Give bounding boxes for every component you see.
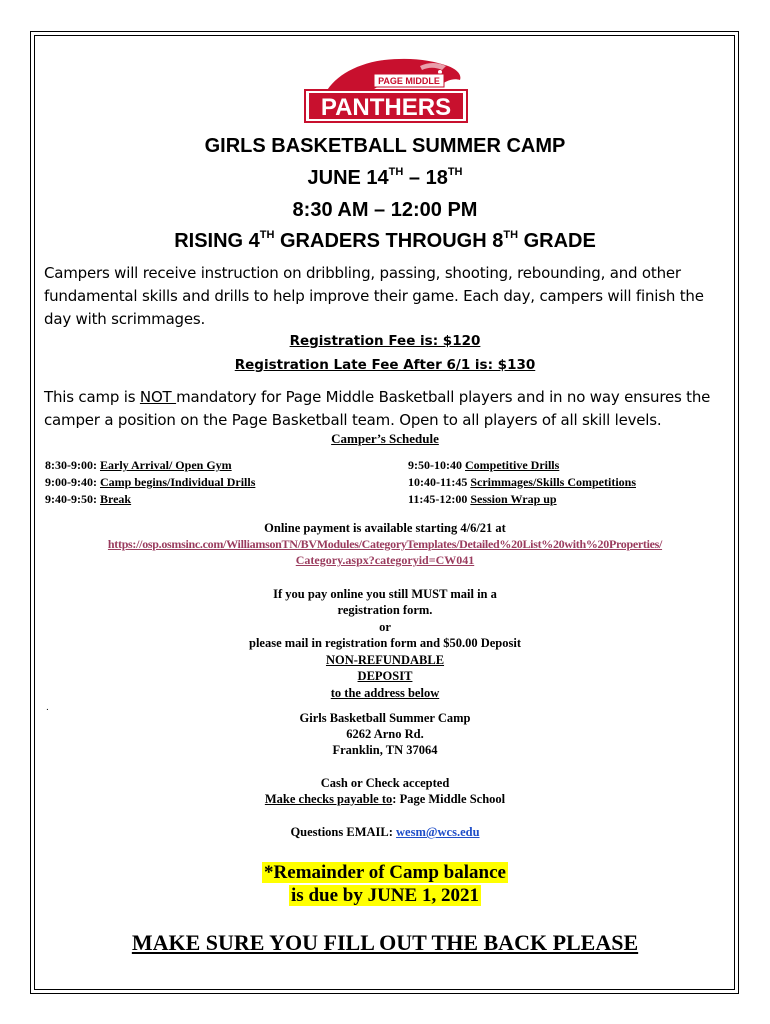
camp-dates: JUNE 14TH – 18TH xyxy=(307,166,463,189)
cash-check-text: Cash or Check accepted xyxy=(320,776,450,790)
logo-text-panthers: PANTHERS xyxy=(320,94,452,121)
mail-note-1: If you pay online you still MUST mail in a xyxy=(273,587,497,601)
schedule-item: 9:00-9:40: Camp begins/Individual Drills xyxy=(45,475,256,489)
panthers-logo xyxy=(302,52,470,124)
camp-description: Campers will receive instruction on dribbling, passing, shooting, rebounding, and other fundamental skills and drills to help improve their game. Each day, campers will finish the day with scrimmages. xyxy=(44,264,704,328)
registration-fee: Registration Fee is: $120 xyxy=(289,333,481,349)
stray-dot: . xyxy=(46,702,49,713)
schedule-item: 8:30-9:00: Early Arrival/ Open Gym xyxy=(45,458,232,472)
payment-link[interactable]: https://osp.osmsinc.com/WilliamsonTN/BVModules/CategoryTemplates/Detailed%20List%20with%20Properties/ xyxy=(107,537,663,551)
address-name: Girls Basketball Summer Camp xyxy=(299,711,471,725)
schedule-title: Camper’s Schedule xyxy=(331,431,439,446)
schedule-item: 9:50-10:40 Competitive Drills xyxy=(408,458,560,472)
schedule-item: 10:40-11:45 Scrimmages/Skills Competitions xyxy=(408,475,636,489)
schedule-right xyxy=(408,457,636,508)
balance-line-1: *Remainder of Camp balance xyxy=(264,862,506,883)
online-payment-text: Online payment is available starting 4/6/21 at xyxy=(264,521,506,535)
deposit-text: DEPOSIT xyxy=(357,669,413,683)
mail-note-2: registration form. xyxy=(337,603,433,617)
camp-title: GIRLS BASKETBALL SUMMER CAMP xyxy=(204,135,566,157)
mail-deposit-text: please mail in registration form and $50.00 Deposit xyxy=(249,636,521,650)
camp-notice: This camp is NOT mandatory for Page Middle Basketball players and in no way ensures the camper a position on the Page Basketball team. Open to all players of all skill levels. xyxy=(44,388,711,429)
address-below-text: to the address below xyxy=(330,686,440,700)
balance-line-2: is due by JUNE 1, 2021 xyxy=(291,885,479,906)
checks-payable: Make checks payable to: Page Middle School xyxy=(264,792,506,806)
or-text: or xyxy=(379,620,391,634)
non-refundable-text: NON-REFUNDABLE xyxy=(325,653,445,667)
logo-text-page-middle: PAGE MIDDLE xyxy=(378,76,440,86)
email-link[interactable]: wesm@wcs.edu xyxy=(396,825,480,839)
schedule-item: 9:40-9:50: Break xyxy=(45,492,132,506)
camp-time: 8:30 AM – 12:00 PM xyxy=(292,199,478,221)
camp-grades: RISING 4TH GRADERS THROUGH 8TH GRADE xyxy=(174,229,596,252)
address-city: Franklin, TN 37064 xyxy=(332,743,438,757)
schedule-item: 11:45-12:00 Session Wrap up xyxy=(408,492,557,506)
fill-out-back-notice: MAKE SURE YOU FILL OUT THE BACK PLEASE xyxy=(131,930,639,955)
questions-email: Questions EMAIL: wesm@wcs.edu xyxy=(290,825,480,839)
schedule-left xyxy=(45,457,255,508)
payment-link-continued[interactable]: Category.aspx?categoryid=CW041 xyxy=(295,553,475,567)
address-street: 6262 Arno Rd. xyxy=(346,727,424,741)
late-fee: Registration Late Fee After 6/1 is: $130 xyxy=(234,357,536,373)
